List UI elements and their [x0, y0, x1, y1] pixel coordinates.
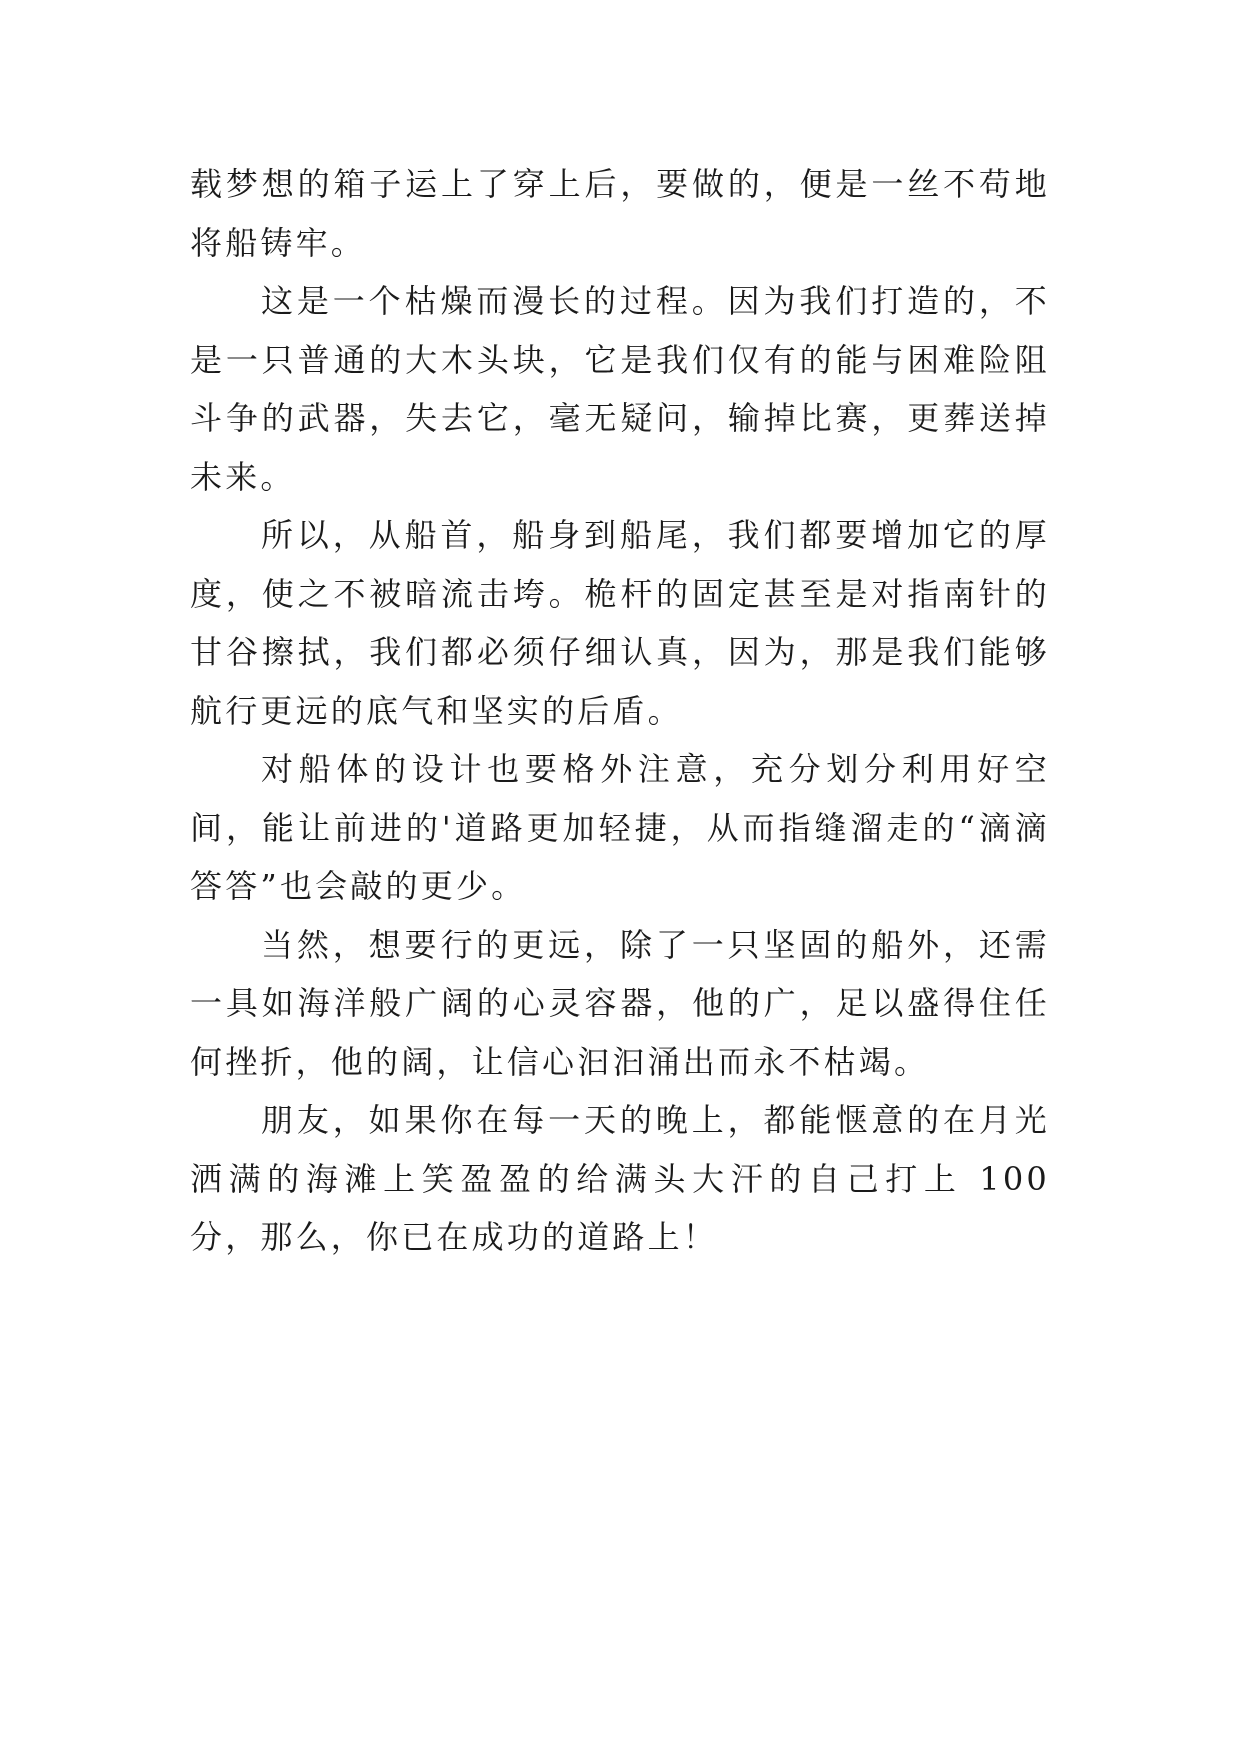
document-body: [190, 155, 1050, 1267]
paragraph: 载梦想的箱子运上了穿上后，要做的，便是一丝不苟地将船铸牢。: [190, 165, 1050, 262]
paragraph: 当然，想要行的更远，除了一只坚固的船外，还需一具如海洋般广阔的心灵容器，他的广，足以盛得住任何挫折，他的阔，让信心汩汩涌出而永不枯竭。: [190, 925, 1050, 1081]
paragraph: 朋友，如果你在每一天的晚上，都能惬意的在月光洒满的海滩上笑盈盈的给满头大汗的自己打上 100 分，那么，你已在成功的道路上！: [190, 1101, 1050, 1256]
paragraph: 这是一个枯燥而漫长的过程。因为我们打造的，不是一只普通的大木头块，它是我们仅有的能与困难险阻斗争的武器，失去它，毫无疑问，输掉比赛，更葬送掉未来。: [190, 282, 1050, 496]
paragraph: 所以，从船首，船身到船尾，我们都要增加它的厚度，使之不被暗流击垮。桅杆的固定甚至是对指南针的甘谷擦拭，我们都必须仔细认真，因为，那是我们能够航行更远的底气和坚实的后盾。: [190, 516, 1050, 730]
paragraph: 对船体的设计也要格外注意，充分划分利用好空间，能让前进的'道路更加轻捷，从而指缝溜走的“滴滴答答”也会敲的更少。: [190, 750, 1050, 905]
